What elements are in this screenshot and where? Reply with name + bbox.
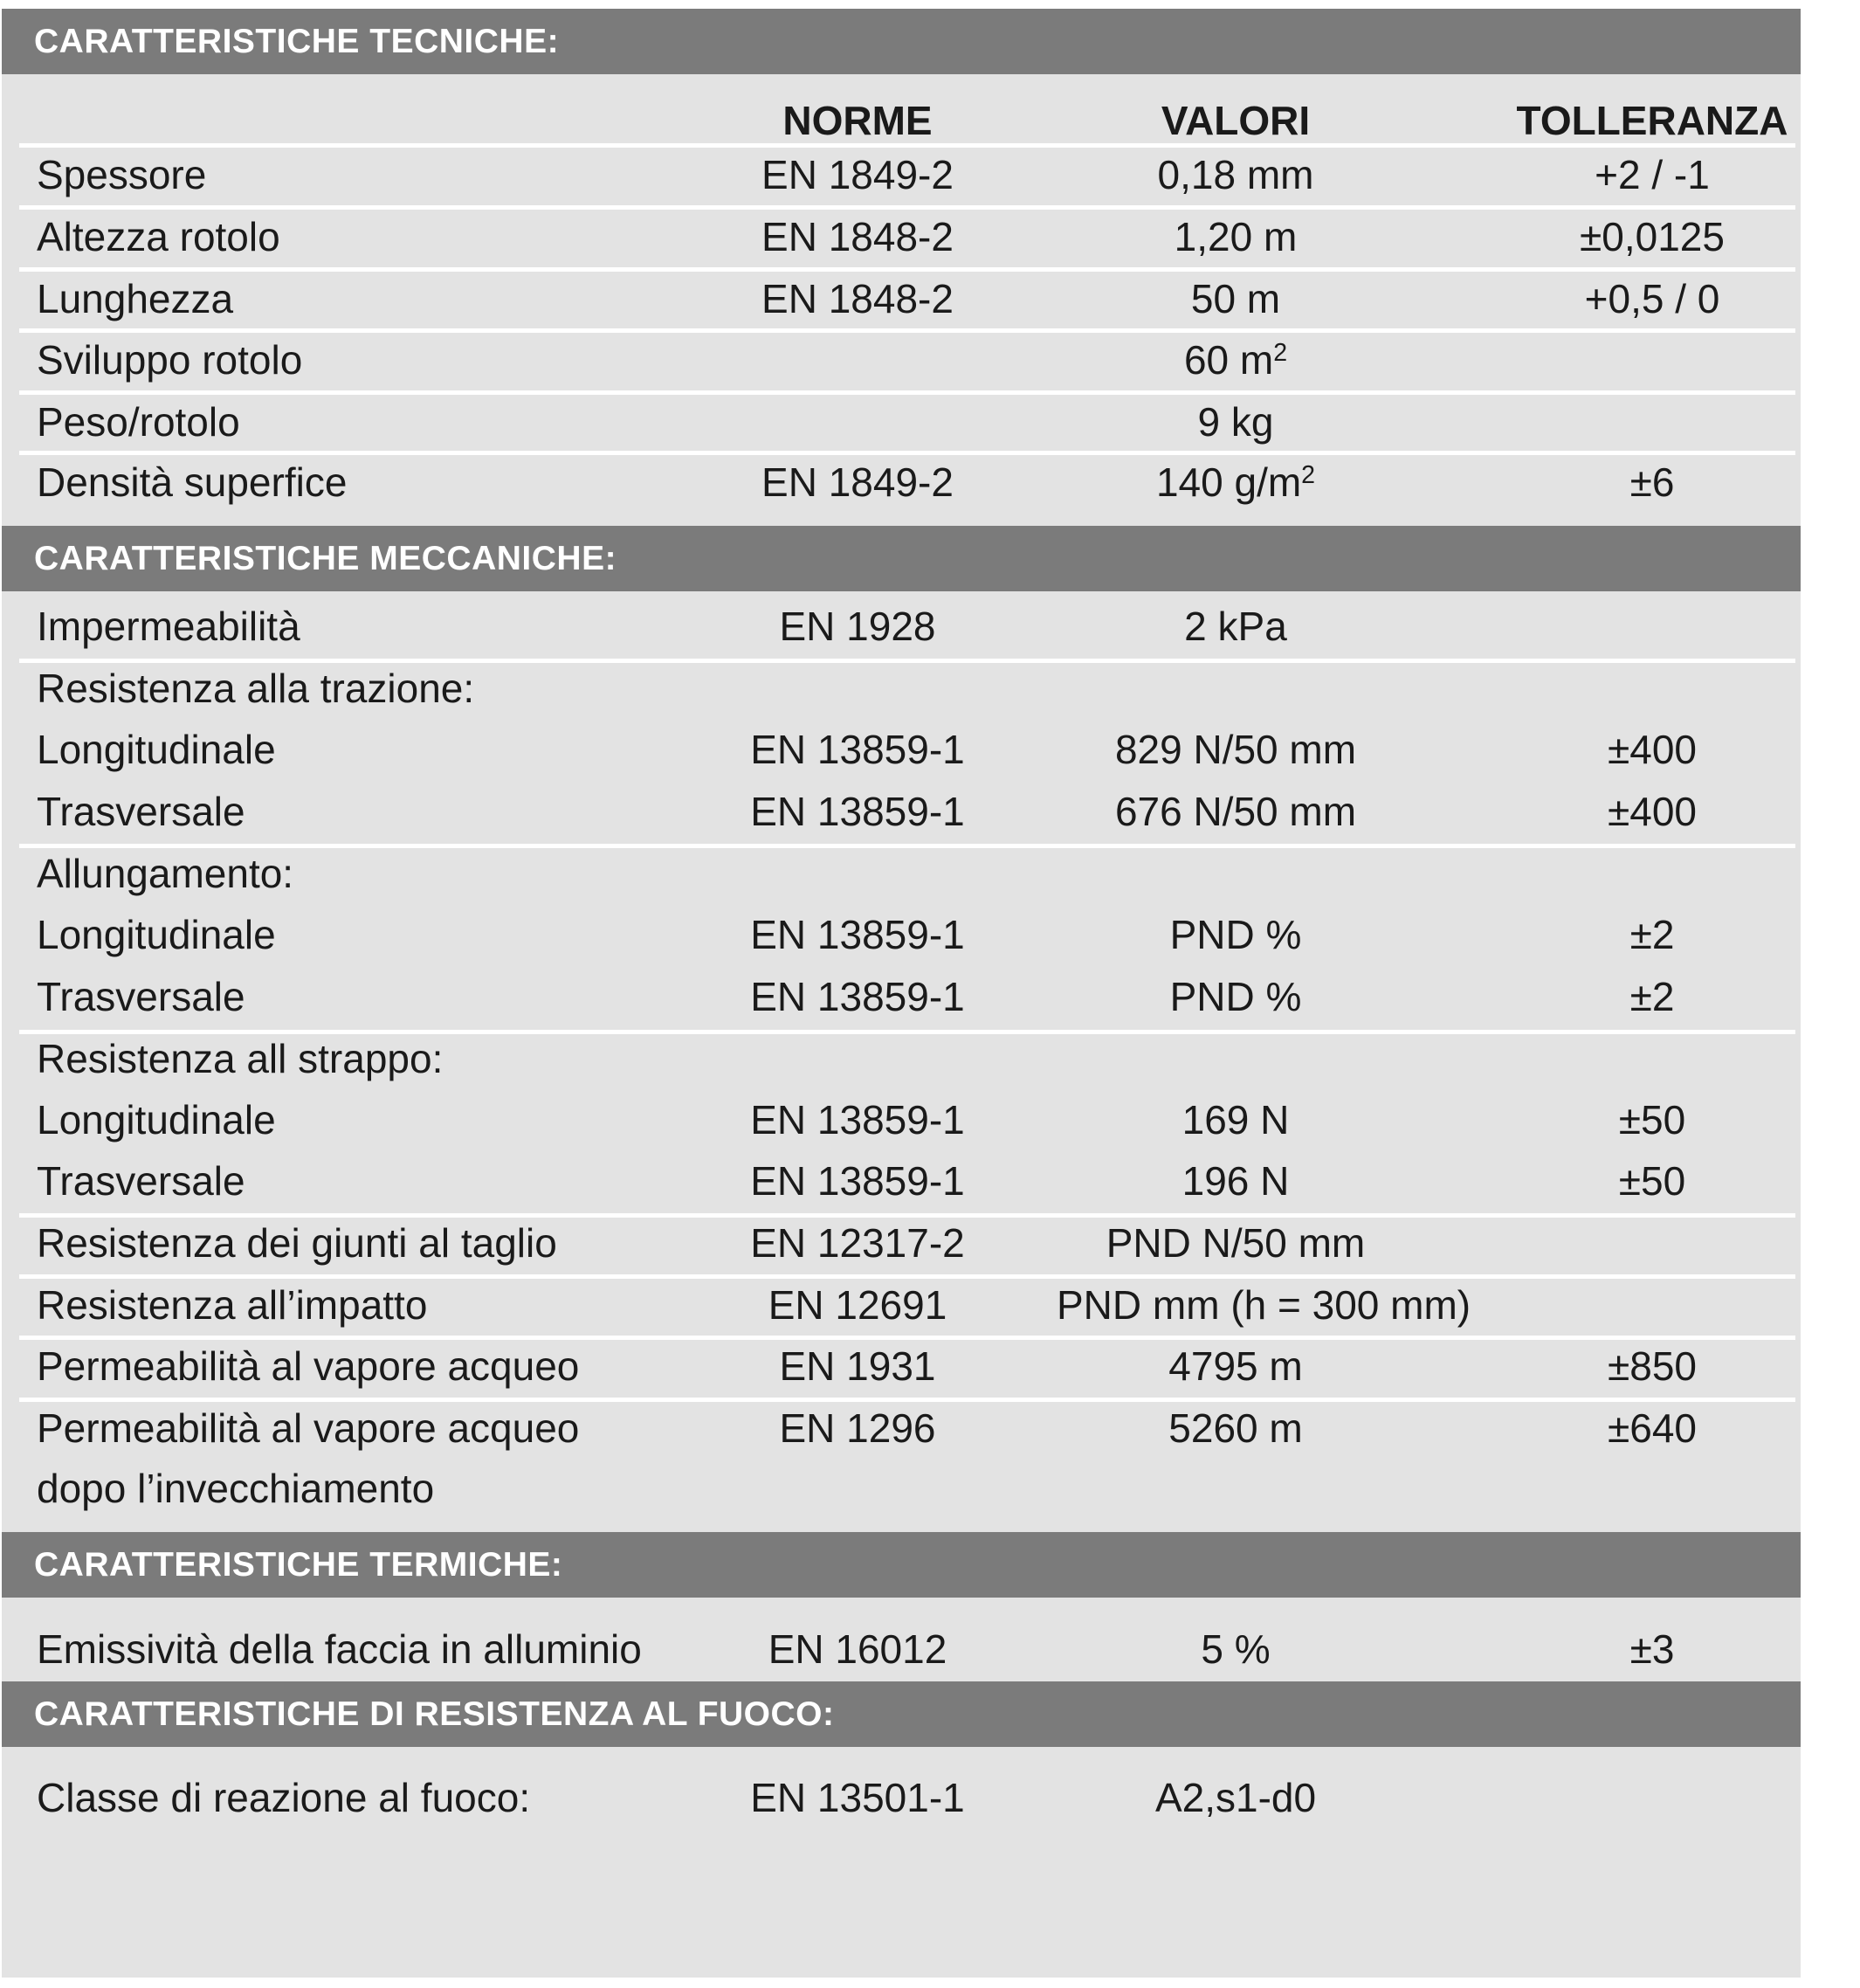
spec-name: Resistenza alla trazione:: [37, 666, 475, 711]
spec-name: Densità superfice: [37, 459, 348, 505]
spec-tolerance: +0,5 / 0: [1584, 276, 1720, 321]
table-row: [2, 719, 1801, 780]
spec-value: 60 $m^2$: [1183, 337, 1288, 383]
spec-norm: EN 13859-1: [750, 1158, 965, 1204]
table-row: [2, 1398, 1801, 1459]
spec-norm: EN 13859-1: [750, 789, 965, 834]
spec-norm: EN 13501-1: [750, 1775, 965, 1820]
spec-tolerance: ±2: [1629, 912, 1675, 957]
spec-value: [1057, 658, 1415, 719]
spec-value: PND %: [1169, 912, 1302, 957]
spec-norm: [674, 1458, 1041, 1519]
spec-tolerance: ±0,0125: [1580, 214, 1725, 259]
spec-tolerance: ±6: [1629, 459, 1675, 505]
spec-tolerance: ±850: [1608, 1343, 1697, 1389]
spec-norm: [674, 843, 1041, 904]
unit-superscript: 2: [1273, 339, 1288, 367]
spec-value: PND %: [1169, 974, 1302, 1019]
spec-norm: EN 1296: [779, 1405, 936, 1451]
column-header-norms: NORME: [782, 98, 933, 143]
unit-superscript: 2: [1301, 461, 1316, 489]
spec-tolerance: ±2: [1629, 974, 1675, 1019]
table-row: [2, 1336, 1801, 1397]
spec-norm: [674, 329, 1041, 390]
spec-tolerance: ±400: [1608, 789, 1697, 834]
table-row: [2, 1458, 1801, 1519]
spec-value: PND N/50 mm: [1106, 1220, 1366, 1266]
spec-tolerance: +2 / -1: [1595, 152, 1710, 197]
spec-value: [1057, 1028, 1415, 1089]
row-separator: [19, 390, 1795, 395]
spec-norm: [674, 658, 1041, 719]
spec-name: Emissività della faccia in alluminio: [37, 1626, 642, 1672]
spec-tolerance: [1478, 1458, 1827, 1519]
spec-value: A2,s1-d0: [1154, 1775, 1317, 1820]
spec-norm: EN 13859-1: [750, 974, 965, 1019]
row-separator: [19, 451, 1795, 455]
row-separator: [19, 659, 1795, 663]
spec-value: 5260 m: [1168, 1405, 1303, 1451]
spec-value: 1,20 m: [1174, 214, 1298, 259]
section-header-technical: CARATTERISTICHE TECNICHE:: [2, 9, 1801, 74]
spec-value: 196 N: [1181, 1158, 1290, 1204]
spec-tolerance: [1478, 1767, 1827, 1828]
column-headers: [2, 90, 1801, 151]
column-header-tolerance: TOLLERANZA: [1516, 98, 1788, 143]
row-separator: [19, 1398, 1795, 1402]
spec-norm: EN 1849-2: [761, 152, 954, 197]
section-header-mechanical: CARATTERISTICHE MECCANICHE:: [2, 526, 1801, 591]
spec-name: Altezza rotolo: [37, 214, 280, 259]
spec-norm: EN 16012: [768, 1626, 947, 1672]
spec-name: Permeabilità al vapore acqueo: [37, 1343, 580, 1389]
row-separator: [19, 1213, 1795, 1218]
spec-value: [1057, 1458, 1415, 1519]
row-separator: [19, 1274, 1795, 1279]
spec-norm: [674, 1028, 1041, 1089]
spec-norm: EN 1849-2: [761, 459, 954, 505]
spec-tolerance: ±640: [1608, 1405, 1697, 1451]
spec-name: Sviluppo rotolo: [37, 337, 303, 383]
spec-norm: EN 1848-2: [761, 214, 954, 259]
spec-norm: EN 1848-2: [761, 276, 954, 321]
spec-norm: EN 13859-1: [750, 912, 965, 957]
table-row: [2, 1089, 1801, 1150]
spec-tolerance: ±3: [1629, 1626, 1675, 1672]
spec-name: Spessore: [37, 152, 207, 197]
column-header-values: VALORI: [1161, 98, 1311, 143]
section-header-thermal: CARATTERISTICHE TERMICHE:: [2, 1532, 1801, 1598]
section-header-fire: CARATTERISTICHE DI RESISTENZA AL FUOCO:: [2, 1681, 1801, 1747]
technical-data-sheet: [2, 9, 1801, 1978]
spec-value: PND mm (h = 300 mm): [1057, 1282, 1471, 1328]
spec-tolerance: ±50: [1618, 1097, 1686, 1142]
spec-name: Resistenza all’impatto: [37, 1282, 428, 1328]
table-row: [2, 1619, 1801, 1680]
spec-norm: EN 12691: [768, 1282, 947, 1328]
table-row: [2, 268, 1801, 329]
spec-value: 0,18 mm: [1157, 152, 1314, 197]
spec-norm: [674, 391, 1041, 452]
spec-name: Lunghezza: [37, 276, 234, 321]
spec-tolerance: [1478, 596, 1827, 657]
spec-name: Peso/rotolo: [37, 399, 240, 445]
table-row: [2, 1767, 1801, 1828]
row-separator: [19, 328, 1795, 333]
spec-name: Trasversale: [37, 1158, 245, 1204]
spec-value: 829 N/50 mm: [1114, 727, 1357, 772]
spec-norm: EN 12317-2: [750, 1220, 965, 1266]
spec-value: 9 kg: [1197, 399, 1274, 445]
table-row: [2, 144, 1801, 205]
table-row: [2, 596, 1801, 657]
spec-norm: EN 1928: [779, 604, 936, 649]
spec-name: dopo l’invecchiamento: [37, 1466, 435, 1511]
spec-value: 140 $g/m^2$: [1155, 459, 1316, 505]
row-separator: [19, 267, 1795, 272]
spec-tolerance: ±50: [1618, 1158, 1686, 1204]
table-row: [2, 1028, 1801, 1089]
spec-name: Trasversale: [37, 974, 245, 1019]
table-row: [2, 966, 1801, 1027]
table-row: [2, 452, 1801, 513]
spec-tolerance: [1478, 1212, 1827, 1274]
spec-norm: EN 13859-1: [750, 1097, 965, 1142]
row-separator: [19, 1336, 1795, 1340]
spec-name: Permeabilità al vapore acqueo: [37, 1405, 580, 1451]
spec-name: Longitudinale: [37, 727, 276, 772]
table-row: [2, 781, 1801, 842]
spec-name: Longitudinale: [37, 1097, 276, 1142]
spec-name: Resistenza all strappo:: [37, 1036, 444, 1081]
spec-name: Allungamento:: [37, 851, 294, 896]
table-row: [2, 1274, 1801, 1336]
spec-tolerance: [1478, 1028, 1827, 1089]
spec-norm: EN 1931: [779, 1343, 936, 1389]
spec-value: 2 kPa: [1184, 604, 1287, 649]
spec-norm: EN 13859-1: [750, 727, 965, 772]
spec-tolerance: [1478, 1274, 1827, 1336]
spec-tolerance: ±400: [1608, 727, 1697, 772]
table-row: [2, 391, 1801, 452]
spec-tolerance: [1478, 843, 1827, 904]
spec-value: 169 N: [1181, 1097, 1290, 1142]
table-row: [2, 329, 1801, 390]
row-separator: [19, 205, 1795, 210]
spec-value: 5 %: [1201, 1626, 1271, 1672]
spec-name: Resistenza dei giunti al taglio: [37, 1220, 557, 1266]
table-row: [2, 1212, 1801, 1274]
table-row: [2, 658, 1801, 719]
spec-value: 50 m: [1190, 276, 1281, 321]
row-separator: [19, 1030, 1795, 1034]
spec-value: [1057, 843, 1415, 904]
spec-tolerance: [1478, 391, 1827, 452]
row-separator: [19, 844, 1795, 848]
spec-name: Impermeabilità: [37, 604, 300, 649]
spec-name: Longitudinale: [37, 912, 276, 957]
table-row: [2, 1150, 1801, 1211]
table-row: [2, 904, 1801, 965]
spec-name: Trasversale: [37, 789, 245, 834]
spec-value: 4795 m: [1168, 1343, 1303, 1389]
spec-name: Classe di reazione al fuoco:: [37, 1775, 531, 1820]
spec-tolerance: [1478, 658, 1827, 719]
spec-value: 676 N/50 mm: [1114, 789, 1357, 834]
table-row: [2, 206, 1801, 267]
spec-tolerance: [1478, 329, 1827, 390]
table-row: [2, 843, 1801, 904]
